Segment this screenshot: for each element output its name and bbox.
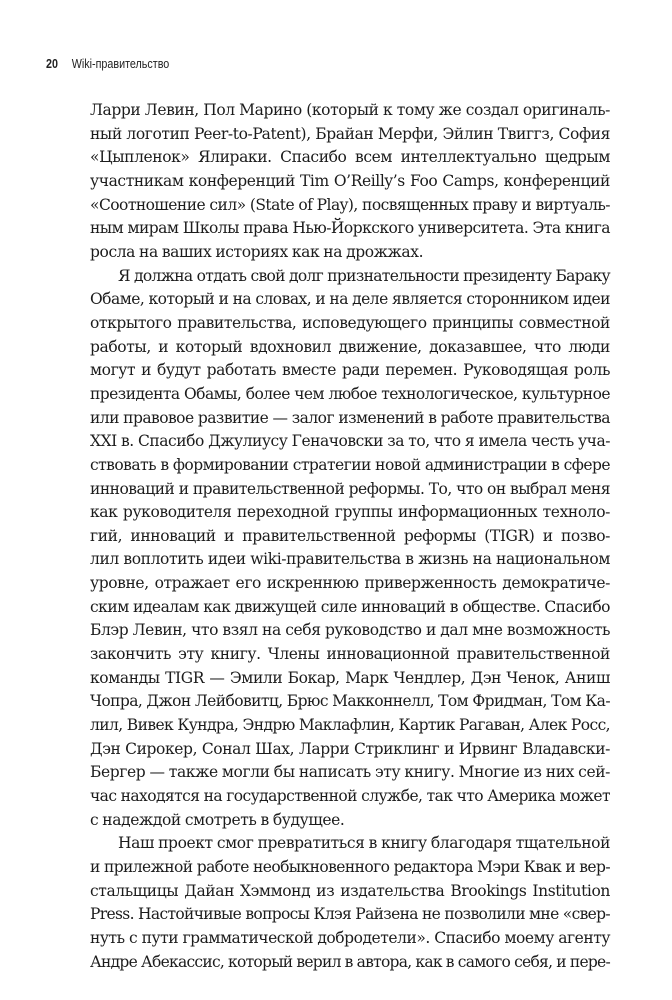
text-line: Я должна отдать свой долг признательности президенту Бараку [118,266,610,285]
text-line: или правовое развитие — залог изменений в работе правительства [90,408,610,427]
text-line: участникам конференций Tim O’Reilly’s Foo Camps, конференций [90,171,610,190]
text-line: могут и будут работать вместе ради перемен. Руководящая роль [90,361,610,380]
text-line: Андре Абекассис, который верил в автора, как в самого себя, и пере- [90,952,610,971]
text-line: ствовать в формировании стратегии новой администрации в сфере [90,455,610,474]
text-line: Блэр Левин, что взял на себя руководство и дал мне возможность [90,621,610,640]
text-line: ный логотип Peer-to-Patent), Брайан Мерфи, Эйлин Твиггз, София [90,124,610,143]
text-line: открытого правительства, исповедующего принципы совместной [90,313,610,332]
paragraph [90,265,610,833]
text-line: ским идеалам как движущей силе инноваций в обществе. Спасибо [90,597,610,616]
text-line: президента Обамы, более чем любое технологическое, культурное [90,384,610,403]
text-line: «Цыпленок» Ялираки. Спасибо всем интеллектуально щедрым [90,148,610,167]
text-line: лил, Вивек Кундра, Эндрю Маклафлин, Картик Рагаван, Алек Росс, [90,716,610,735]
text-line: нуть с пути грамматической добродетели». Спасибо моему агенту [90,928,610,947]
text-line: Ларри Левин, Пол Марино (который к тому же создал оригиналь- [90,101,610,119]
page-number: 20 [46,57,58,71]
text-line: команды TIGR — Эмили Бокар, Марк Чендлер, Дэн Ченок, Аниш [90,668,610,687]
text-line: Чопра, Джон Лейбовитц, Брюс Макконнелл, Том Фридман, Том Ка- [90,692,610,711]
text-line: Дэн Сирокер, Сонал Шах, Ларри Стриклинг и Ирвинг Владавски- [90,739,610,758]
text-line: Наш проект смог превратиться в книгу благодаря тщательной [118,834,610,853]
body-text [90,99,610,974]
text-line: с надеждой смотреть в будущее. [90,810,345,829]
text-line: росла на ваших историях как на дрожжах. [90,242,424,261]
text-line: как руководителя переходной группы информационных техноло- [90,503,610,522]
text-line: лил воплотить идеи wiki-правительства в жизнь на национальном [90,550,610,569]
text-line: работы, и который вдохновил движение, доказавшее, что люди [90,337,610,356]
running-title: Wiki-правительство [71,57,170,71]
text-line: стальщицы Дайан Хэммонд из издательства Brookings Institution [90,881,610,900]
text-line: закончить эту книгу. Члены инновационной правительственной [90,645,610,664]
text-line: XXI в. Спасибо Джулиусу Геначовски за то, что я имела честь уча- [90,432,610,451]
text-line: инноваций и правительственной реформы. То, что он выбрал меня [90,479,610,498]
text-line: час находятся на государственной службе, так что Америка может [90,787,610,806]
text-line: уровне, отражает его искреннюю приверженность демократиче- [90,574,610,593]
text-line: Press. Настойчивые вопросы Клэя Райзена не позволили мне «свер- [90,905,610,924]
text-line: ным мирам Школы права Нью-Йоркского университета. Эта книга [90,219,610,238]
running-header [46,57,169,71]
text-line: «Соотношение сил» (State of Play), посвященных праву и виртуаль- [90,195,610,214]
text-line: Бергер — также могли бы написать эту книгу. Многие из них сей- [90,763,610,782]
text-line: гий, инноваций и правительственной реформы (TIGR) и позво- [90,526,610,545]
text-line: и прилежной работе необыкновенного редактора Мэри Квак и вер- [90,858,610,876]
text-line: Обаме, который и на словах, и на деле является сторонником идеи [90,290,610,309]
paragraph [90,99,610,265]
paragraph [90,832,610,974]
